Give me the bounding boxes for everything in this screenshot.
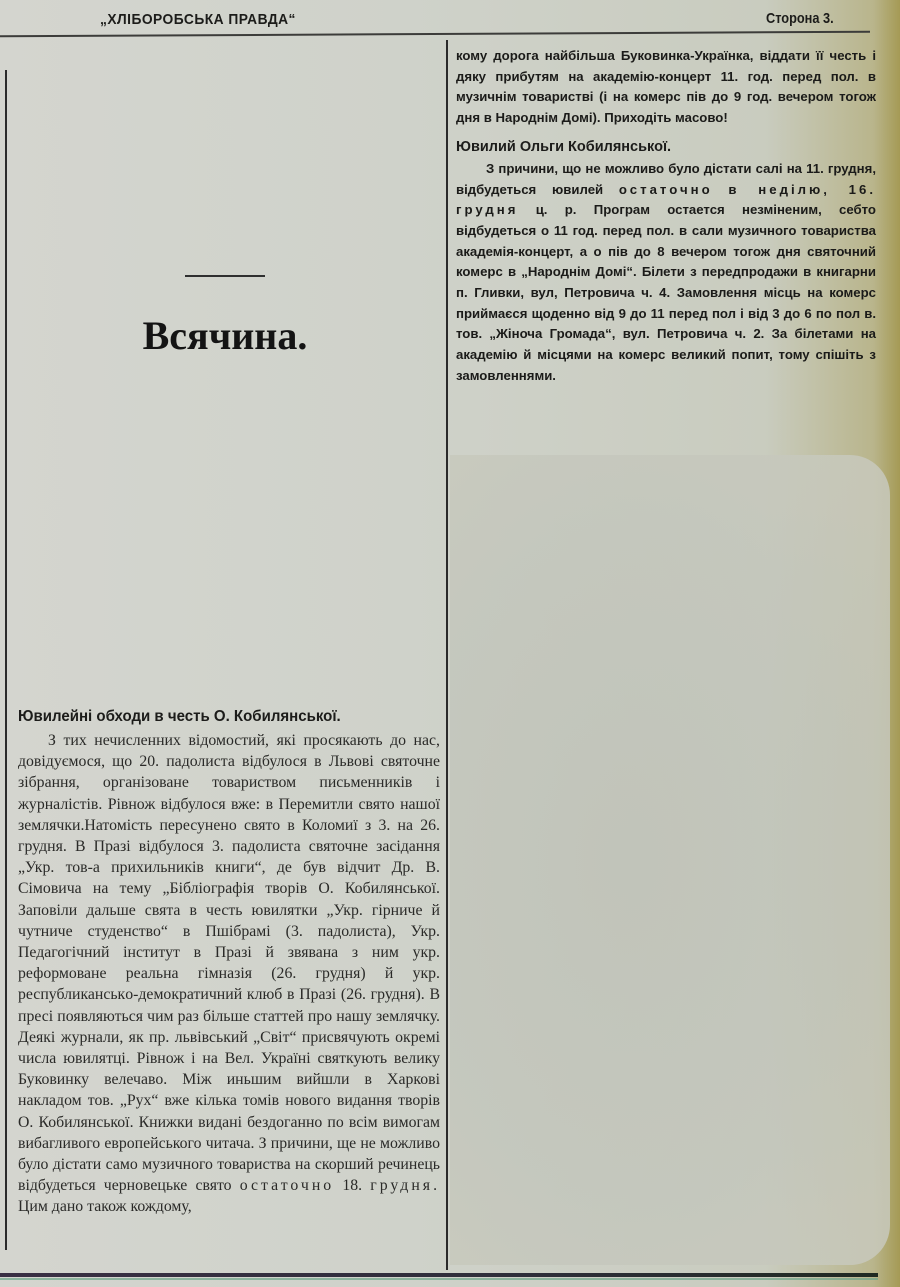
left-column-border	[5, 70, 7, 1250]
right-column	[456, 46, 876, 387]
spaced-word: остаточно	[618, 181, 713, 197]
continuation-text	[456, 46, 876, 129]
article-headline: Ювилейні обходи в честь О. Кобилянської.	[18, 708, 341, 725]
masthead	[0, 0, 900, 40]
paper-stain	[450, 455, 890, 1265]
section-title: Всячина.	[142, 313, 308, 358]
spaced-word: в неділю, 16. грудня	[456, 181, 877, 218]
column-divider	[446, 40, 448, 1270]
masthead-rule	[0, 31, 870, 38]
spaced-word: грудня.	[370, 1177, 441, 1195]
ornament-rule	[185, 275, 265, 277]
article-body-text: ц. р. Програм остается незміненим, себто відбудеться о 11 год. перед пол. в сали музичного товариства академія-концерт, а о пів до 8 вечером тогож дня святочний комерс в „Народнім Домі“. Білети з передпродажи в книгарни п. Гливки, вул, Петровича ч. 4. Замовлення місць на комерс приймаєся щоденно від 9 до 11 перед пол і від 3 до 6 по пол в. тов. „Жіноча Громада“, вул. Петровича ч. 2. За білетами на академію й місцями на комерс великий попит, тому спішіть з замовленнями.	[456, 202, 876, 383]
article-headline: Ювилий Ольги Кобилянськоï.	[456, 138, 672, 155]
article-body-text: З тих нечисленних відомостий, які просякають до нас, довідуємося, що 20. падолиста відбулося в Львові святочне зібрання, організоване товариством письменників і журналістів. Рівнож відбулося вже: в Перемитли свято нашої землячки.Натомість пересунено свято в Коломиї з 3. на 26. грудня. В Празі відбулося 3. падолиста святочне засідання „Укр. тов-а прихильників книги“, де був відчит Др. В. Сімовича на тему „Бібліографія творів О. Кобилянської. Заповіли дальше свята в честь ювилятки „Укр. гірниче й чутниче студенство“ в Пшібрамі (3. падолиста), Укр. Педагогічний інститут в Празі й звявана з ним укр. реформоване реальна гімназія (26. грудня) й укр. республиканськo-демократичний клюб в Празі (26. грудня). В пресі появляються чим раз більше статтей про нашу землячку. Деякі журнали, як пр. львівський „Світ“ присвячують окремі числа ювилятці. Рівнож і на Вел. Україні святкують велику Буковинку велечаво. Між иньшим вийшли в Харкові накладом тов. „Рух“ вже кілька томів нового видання творів О. Кобилянської. Книжки видані бездоганно по всім вимогам вибагливого европейського читача. З причини, ще не можливо було дістати само музичного товариства на скорший речинець відбудеться черновецьке свято	[18, 732, 440, 1195]
bottom-rule-accent	[0, 1278, 878, 1280]
bottom-rule	[0, 1273, 878, 1277]
article-body-text: З причини, що не можливо було дістати салі на 11. грудня, відбудеться ювилей	[456, 160, 876, 197]
page-number: Сторона 3.	[766, 10, 834, 27]
continuation-paragraph: кому дорога найбільша Буковинка-Українка, віддати її честь і дяку прибутям на академію-концерт 11. год. перед пол. в музичнім товаристві (і на комерс пів до 9 год. вечером тогож дня в Народнім Домі). Приходіть масово!	[456, 48, 876, 126]
newspaper-title: „ХЛІБОРОБСЬКА ПРАВДА“	[100, 11, 296, 28]
article-jubilee-celebrations	[18, 708, 440, 1218]
article-body-text: Цим дано також кождому,	[18, 1198, 192, 1216]
article-body	[18, 730, 440, 1218]
article-body	[456, 159, 876, 387]
spaced-word: остаточно	[239, 1177, 335, 1195]
article-body-text: 18.	[342, 1177, 363, 1195]
